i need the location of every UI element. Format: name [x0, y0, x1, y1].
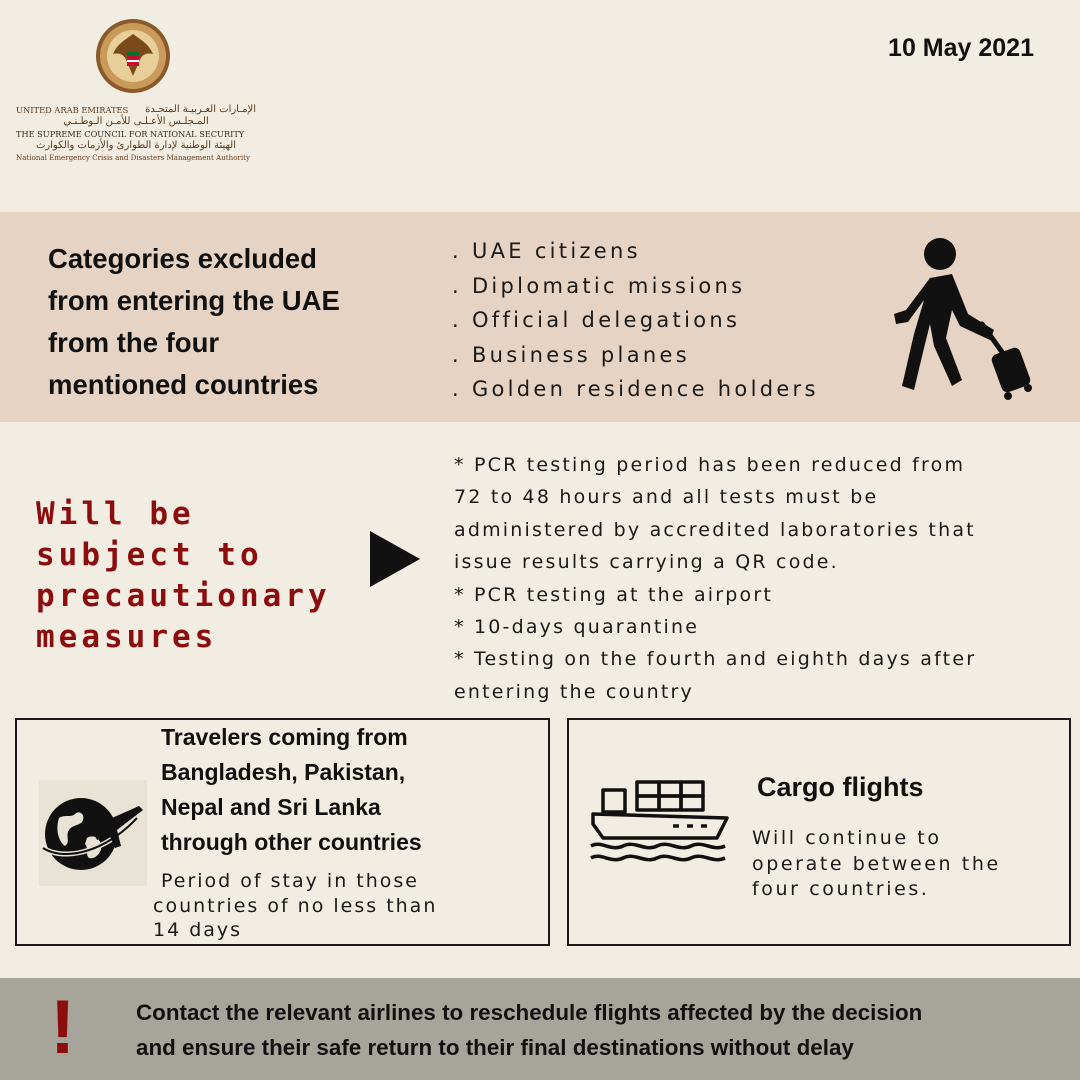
travelers-note-line: Period of stay in those [161, 870, 419, 892]
authority-logo-text [16, 104, 256, 164]
uae-emblem-icon [95, 18, 171, 94]
logo-line-4 [16, 140, 256, 152]
list-item: . Golden residence holders [452, 377, 819, 401]
logo-line-5 [16, 152, 256, 164]
travelers-note-line: countries of no less than [153, 894, 438, 917]
logo-ar-4: الهيئة الوطنية لإدارة الطوارئ والأزمات والكوارث [35, 140, 237, 151]
travelers-title-line: Nepal and Sri Lanka [161, 794, 381, 820]
excluded-title-line: Categories excluded [48, 243, 317, 274]
cargo-title: Cargo flights [757, 772, 924, 802]
footer-notice [0, 978, 1080, 1080]
logo-en-3: THE SUPREME COUNCIL FOR NATIONAL SECURITY [16, 129, 245, 139]
logo-ar-1: الإمـارات العـربيـة المتحـدة [145, 104, 256, 115]
logo-line-1 [16, 104, 256, 116]
logo-ar-2: المـجلـس الأعـلـى للأمـن الـوطـنـي [63, 116, 209, 127]
logo-line-2 [16, 116, 256, 128]
cargo-note-line: operate between the [752, 852, 1001, 875]
precaution-line: 72 to 48 hours and all tests must be [454, 486, 879, 509]
precaution-line: * PCR testing at the airport [454, 583, 774, 606]
precaution-text [454, 449, 1074, 708]
warning-exclamation-icon: ! [50, 985, 76, 1070]
cargo-note-line: Will continue to [752, 827, 942, 849]
travelers-title-line: through other countries [161, 829, 422, 855]
logo-en-5: National Emergency Crisis and Disasters Management Authority [16, 153, 251, 162]
traveler-with-luggage-icon [890, 234, 1040, 402]
globe-airplane-icon [41, 788, 145, 878]
precaution-line: entering the country [454, 680, 694, 703]
travelers-box [15, 718, 550, 946]
play-arrow-icon [368, 529, 422, 589]
list-item: . Business planes [452, 342, 690, 367]
travelers-note-line: 14 days [153, 919, 243, 941]
excluded-title-line: from the four [48, 327, 220, 358]
travelers-title [161, 720, 541, 860]
excluded-title-line: from entering the UAE [48, 285, 340, 316]
precaution-title [36, 494, 366, 658]
precaution-title-line: precautionary [36, 578, 331, 614]
cargo-note-line: four countries. [752, 878, 930, 900]
logo-en-1: UNITED ARAB EMIRATES [16, 105, 129, 115]
footer-text [136, 995, 1066, 1065]
travelers-title-line: Bangladesh, Pakistan, [161, 759, 406, 785]
travelers-title-line: Travelers coming from [161, 724, 408, 750]
list-item: . Official delegations [452, 308, 741, 332]
header [0, 0, 1080, 212]
precaution-line: * 10-days quarantine [454, 616, 700, 639]
precaution-line: administered by accredited laboratories that [454, 518, 976, 541]
excluded-categories-band [0, 212, 1080, 422]
precaution-title-line: Will be [36, 496, 195, 532]
footer-line: Contact the relevant airlines to reschedule flights affected by the decision [136, 1000, 923, 1025]
list-item: . Diplomatic missions [452, 273, 746, 298]
travelers-note [153, 869, 533, 943]
cargo-ship-icon [589, 780, 729, 870]
list-item: . UAE citizens [452, 239, 641, 263]
precaution-line: * PCR testing period has been reduced from [454, 454, 966, 476]
precaution-title-line: subject to [36, 537, 263, 573]
excluded-list [452, 234, 819, 407]
excluded-title [48, 238, 408, 406]
date-label: 10 May 2021 [888, 34, 1034, 62]
logo-line-3 [16, 128, 256, 140]
cargo-note [752, 826, 1062, 903]
precaution-line: issue results carrying a QR code. [454, 551, 839, 574]
cargo-box [567, 718, 1071, 946]
footer-line: and ensure their safe return to their final destinations without delay [136, 1035, 854, 1060]
precaution-title-line: measures [36, 619, 218, 655]
precaution-line: * Testing on the fourth and eighth days after [454, 648, 977, 671]
excluded-title-line: mentioned countries [48, 369, 319, 400]
